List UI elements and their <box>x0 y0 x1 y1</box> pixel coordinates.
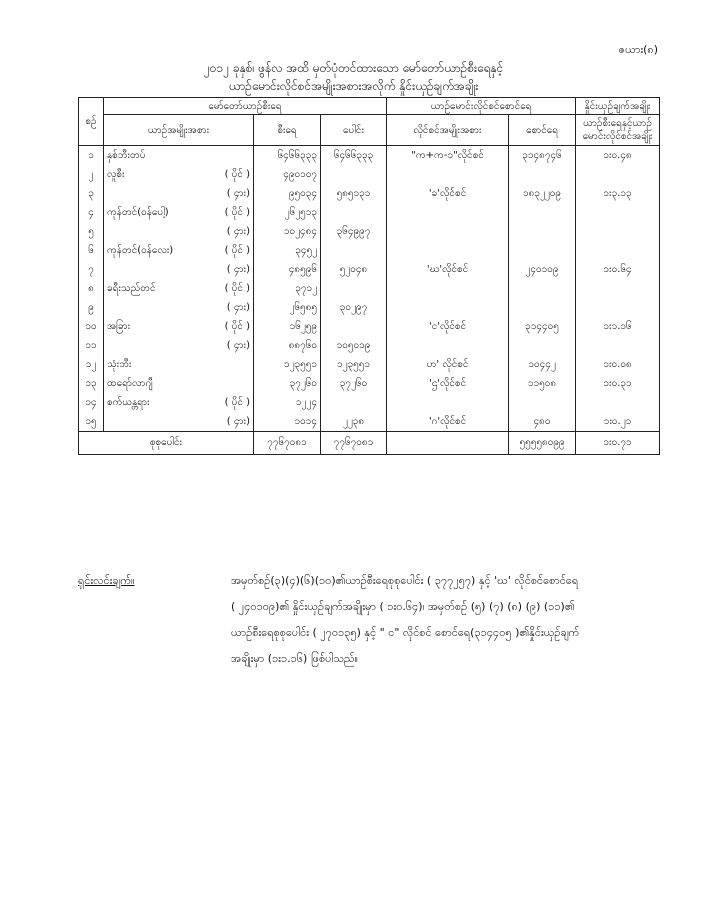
table-row <box>79 165 660 184</box>
row-count: ၁၂၂၄ <box>254 393 321 412</box>
row-total: ၃၇၂၆၀ <box>321 374 387 393</box>
row-count: ၄၉၀၁၀၇ <box>254 165 321 184</box>
row-license-count <box>509 241 576 260</box>
row-ratio <box>576 203 660 222</box>
ownership-label: ( ၄ား) <box>226 188 250 199</box>
vehicle-type-label: ကုန်တင်(ဝန်လေး) <box>107 245 174 256</box>
table-row <box>79 184 660 203</box>
row-total: ၃၀၂၉၇ <box>321 298 387 317</box>
row-total: ၂၂၃၈ <box>321 412 387 432</box>
header-total: ပေါင်း <box>321 115 387 146</box>
row-number: ၁၀ <box>79 317 104 336</box>
row-vehicle-type <box>104 203 254 222</box>
header-license-type: လိုင်စင်အမျိုးအစား <box>387 115 509 146</box>
row-vehicle-type <box>104 298 254 317</box>
row-ratio: ၁း၀.၆၄ <box>576 260 660 279</box>
row-count: ၁၂၃၅၅၁ <box>254 355 321 374</box>
vehicle-type-label: အခြား <box>107 321 131 332</box>
row-license-count: ၂၄၀၁၀၉ <box>509 260 576 279</box>
header-ratio: ယာဉ်စီးရေနှင့်ယာဉ် မောင်းလိုင်စင်အချိုး <box>576 115 660 146</box>
note-line: ( ၂၄၀၁၀၉)၏ နှိုင်းယှဉ်ချက်အချိုးမှာ ( ၁း၀.၆၄)၊ အမှတ်စဉ် (၅) (၇) (၈) (၉) (၁၁)၏ <box>231 600 575 613</box>
page-number: ဇယား(၈) <box>618 43 658 56</box>
vehicle-type-label: နှစ်ဘီးတပ် <box>107 150 146 161</box>
row-number: ၁ <box>79 146 104 166</box>
row-license-type <box>387 298 509 317</box>
row-vehicle-type <box>104 412 254 432</box>
row-ratio: ၁း၁.၁၆ <box>576 317 660 336</box>
header-vehicle-type: ယာဉ်အမျိုးအစား <box>104 115 254 146</box>
totals-license-empty <box>387 432 509 455</box>
row-number: ၁၁ <box>79 336 104 355</box>
table-row <box>79 260 660 279</box>
row-license-count: ၃၁၄၈၇၄၆ <box>509 146 576 166</box>
vehicle-type-label: စက်ယန္တရား <box>107 397 150 408</box>
row-ratio <box>576 336 660 355</box>
row-total: ၆၄၆၆၃၃၃ <box>321 146 387 166</box>
table-row <box>79 393 660 412</box>
vehicle-type-label: ကုန်တင်(ဝန်ပေါ့) <box>107 207 169 218</box>
row-count: ၃၄၅၂ <box>254 241 321 260</box>
totals-license-count: ၅၅၅၅၈၀၉၉ <box>509 432 576 455</box>
row-ratio <box>576 279 660 298</box>
row-number: ၇ <box>79 260 104 279</box>
row-number: ၁၃ <box>79 374 104 393</box>
row-ratio <box>576 241 660 260</box>
table-row <box>79 298 660 317</box>
row-license-type: 'င'လိုင်စင် <box>387 317 509 336</box>
row-total <box>321 165 387 184</box>
header-ratio-group: နှိုင်းယှဉ်ချက်အချိုး <box>576 98 660 115</box>
row-license-count: ၁၈၃၂၂၀၉ <box>509 184 576 203</box>
vehicle-type-label: ခရီးသည်တင် <box>107 283 156 294</box>
row-vehicle-type <box>104 355 254 374</box>
row-license-count: ၁၁၅၀၈ <box>509 374 576 393</box>
row-total: ၃၆၄၉၉၇ <box>321 222 387 241</box>
table-row <box>79 279 660 298</box>
vehicle-type-label: သုံးဘီး <box>107 359 132 370</box>
row-ratio <box>576 298 660 317</box>
note-line: အချိုးမှာ (၁း၁.၁၆) ဖြစ်ပါသည်။ <box>231 652 358 665</box>
note-line: ယာဉ်စီးရေစုစုပေါင်း ( ၂၇၀၁၃၅) နှင့် " င" လိုင်စင် စောင်ရေ(၃၁၄၄၀၅ )၏နှိုင်းယှဉ်ချက် <box>231 626 580 639</box>
row-vehicle-type <box>104 336 254 355</box>
ownership-label: ( ၄ား) <box>226 264 250 275</box>
row-license-type: 'ဃ'လိုင်စင် <box>387 260 509 279</box>
row-total: ၁၀၅၀၁၉ <box>321 336 387 355</box>
totals-count: ၇၇၆၇၀၈၁ <box>254 432 321 455</box>
row-license-type <box>387 222 509 241</box>
row-license-count: ၁၀၄၄၂ <box>509 355 576 374</box>
row-number: ၁၂ <box>79 355 104 374</box>
table-row <box>79 317 660 336</box>
row-license-count <box>509 203 576 222</box>
row-number: ၂ <box>79 165 104 184</box>
row-ratio: ၁း၀.၄၈ <box>576 146 660 166</box>
row-total <box>321 203 387 222</box>
table-row <box>79 241 660 260</box>
row-ratio <box>576 165 660 184</box>
row-count: ၃၇၁၂ <box>254 279 321 298</box>
ownership-label: ( ပိုင် ) <box>224 169 250 180</box>
row-count: ၉၅၀၃၄ <box>254 184 321 203</box>
row-count: ၁၆၂၅၉ <box>254 317 321 336</box>
ownership-label: ( ပိုင် ) <box>224 283 250 294</box>
row-number: ၃ <box>79 184 104 203</box>
row-count: ၆၄၆၆၃၃၃ <box>254 146 321 166</box>
row-license-type: "က+က-၁"လိုင်စင် <box>387 146 509 166</box>
row-license-type: 'ခ'လိုင်စင် <box>387 184 509 203</box>
row-license-type <box>387 241 509 260</box>
row-license-count <box>509 336 576 355</box>
row-license-type <box>387 279 509 298</box>
row-total: ၅၈၅၁၃၁ <box>321 184 387 203</box>
note-line: အမှတ်စဉ်(၃)(၄)(၆)(၁၀)၏ယာဉ်စီးရေစုစုပေါင်း ( ၃၇၇၂၅၇) နှင့် 'ဃ' လိုင်စင်စောင်ရေ <box>231 574 579 587</box>
row-license-type: 'ဌ'လိုင်စင် <box>387 374 509 393</box>
row-ratio: ၁း၀.၀၈ <box>576 355 660 374</box>
row-vehicle-type <box>104 184 254 203</box>
row-total: ၅၂၀၄၈ <box>321 260 387 279</box>
row-number: ၁၄ <box>79 393 104 412</box>
table-row <box>79 374 660 393</box>
row-total <box>321 393 387 412</box>
ownership-label: ( ၄ား) <box>226 302 250 313</box>
ownership-label: ( ပိုင် ) <box>224 245 250 256</box>
vehicle-type-label: လူစီး <box>107 169 125 180</box>
row-vehicle-type <box>104 374 254 393</box>
totals-ratio: ၁း၀.၇၁ <box>576 432 660 455</box>
row-number: ၅ <box>79 222 104 241</box>
table-row <box>79 203 660 222</box>
row-count: ၂၆၂၅၁၃ <box>254 203 321 222</box>
table-row <box>79 355 660 374</box>
header-count: စီးရေ <box>254 115 321 146</box>
row-number: ၁၅ <box>79 412 104 432</box>
vehicle-type-label: ထရော်လာဂျီ <box>107 378 153 389</box>
row-license-count <box>509 298 576 317</box>
table-row <box>79 336 660 355</box>
row-ratio: ၁း၃.၁၃ <box>576 184 660 203</box>
row-count: ၄၈၅၉၆ <box>254 260 321 279</box>
row-license-count <box>509 393 576 412</box>
ownership-label: ( ၄ား) <box>226 226 250 237</box>
row-number: ၉ <box>79 298 104 317</box>
row-vehicle-type <box>104 279 254 298</box>
row-license-type <box>387 336 509 355</box>
row-license-type <box>387 393 509 412</box>
row-license-count <box>509 222 576 241</box>
ownership-label: ( ၄ား) <box>226 416 250 427</box>
row-license-type: ဟ' လိုင်စင် <box>387 355 509 374</box>
totals-label: စုစုပေါင်း <box>79 432 254 455</box>
row-vehicle-type <box>104 222 254 241</box>
row-license-count: ၄၈၀ <box>509 412 576 432</box>
row-total <box>321 279 387 298</box>
comparison-table <box>78 97 660 455</box>
row-total: ၁၂၃၅၅၁ <box>321 355 387 374</box>
row-count: ၈၈၇၆၀ <box>254 336 321 355</box>
note-label: ရှင်းလင်းချက်။ <box>78 574 135 587</box>
row-license-type <box>387 203 509 222</box>
row-vehicle-type <box>104 317 254 336</box>
row-number: ၈ <box>79 279 104 298</box>
header-license-group: ယာဉ်မောင်းလိုင်စင်စောင်ရေ <box>387 98 576 115</box>
row-total <box>321 317 387 336</box>
row-vehicle-type <box>104 241 254 260</box>
row-count: ၁၀၁၄ <box>254 412 321 432</box>
row-number: ၆ <box>79 241 104 260</box>
row-license-type <box>387 165 509 184</box>
header-license-count: စောင်ရေ <box>509 115 576 146</box>
row-vehicle-type <box>104 260 254 279</box>
totals-total: ၇၇၆၇၀၈၁ <box>321 432 387 455</box>
ownership-label: ( ၄ား) <box>226 340 250 351</box>
ownership-label: ( ပိုင် ) <box>224 397 250 408</box>
table-row <box>79 146 660 166</box>
row-count: ၁၀၂၄၈၄ <box>254 222 321 241</box>
row-license-count <box>509 165 576 184</box>
header-serial: စဉ် <box>79 98 104 146</box>
title-line-2: ယာဉ်မောင်းလိုင်စင်အမျိုးအစားအလိုက် နှိုင်းယှဉ်ချက်အချိုး <box>228 79 479 93</box>
row-vehicle-type <box>104 393 254 412</box>
row-license-type: 'ဂ'လိုင်စင် <box>387 412 509 432</box>
row-ratio <box>576 393 660 412</box>
row-license-count: ၃၁၄၄၀၅ <box>509 317 576 336</box>
title-line-1: ၂၀၁၂ ခုနှစ်၊ ဖွန်လ အထိ မှတ်ပုံတင်ထားသော မော်တော်ယာဉ်စီးရေနှင့် <box>203 61 504 75</box>
row-number: ၄ <box>79 203 104 222</box>
header-vehicle-group: မော်တော်ယာဉ်စီးရေ <box>104 98 387 115</box>
row-count: ၂၆၅၈၅ <box>254 298 321 317</box>
row-ratio: ၁း၀.၂၁ <box>576 412 660 432</box>
ownership-label: ( ပိုင် ) <box>224 321 250 332</box>
row-total <box>321 241 387 260</box>
row-count: ၃၇၂၆၀ <box>254 374 321 393</box>
row-ratio <box>576 222 660 241</box>
row-ratio: ၁း၀.၃၁ <box>576 374 660 393</box>
row-license-count <box>509 279 576 298</box>
row-vehicle-type <box>104 146 254 166</box>
table-row <box>79 412 660 432</box>
ownership-label: ( ပိုင် ) <box>224 207 250 218</box>
totals-row <box>79 432 660 455</box>
table-row <box>79 222 660 241</box>
row-vehicle-type <box>104 165 254 184</box>
